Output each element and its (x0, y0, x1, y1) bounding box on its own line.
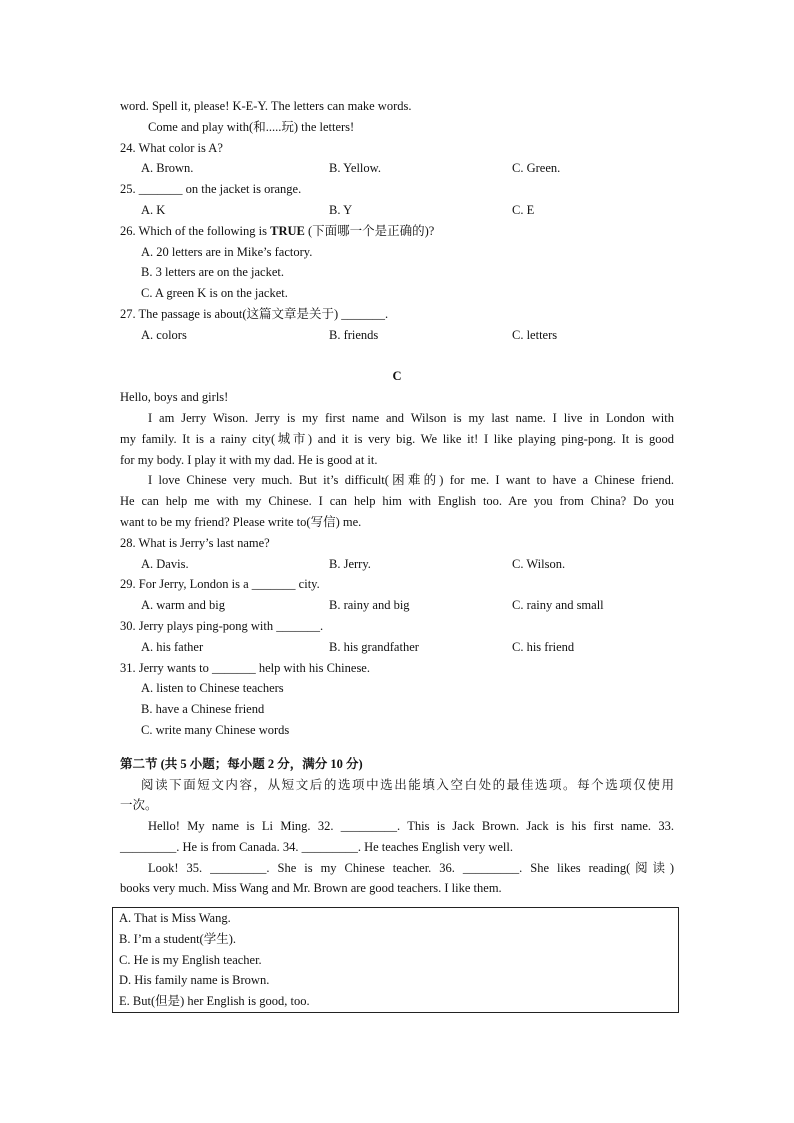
option-a: A. Davis. (141, 556, 189, 571)
spacer (120, 346, 674, 367)
option-a: A. listen to Chinese teachers (141, 681, 284, 696)
paragraph-line: Hello! My name is Li Ming. 32. _________. This is Jack Brown. Jack is his first name. 33. (148, 819, 674, 834)
option-c: C. A green K is on the jacket. (141, 286, 288, 301)
question-28: 28. What is Jerry’s last name? (120, 535, 270, 550)
paragraph-line: I love Chinese very much. But it’s difficult(困难的) for me. I want to have a Chinese friend. (148, 473, 674, 488)
question-29: 29. For Jerry, London is a _______ city. (120, 577, 320, 592)
option-c: C. rainy and small (512, 598, 604, 613)
greeting: Hello, boys and girls! (120, 390, 229, 405)
options-box (112, 907, 679, 1013)
option-b: B. have a Chinese friend (141, 702, 265, 717)
box-option-a: A. That is Miss Wang. (119, 911, 231, 925)
question-31: 31. Jerry wants to _______ help with his Chinese. (120, 660, 370, 675)
paragraph-line: Look! 35. _________. She is my Chinese teacher. 36. _________. She likes reading(阅读) (148, 860, 674, 875)
options-28 (120, 554, 674, 575)
options-25 (120, 200, 674, 221)
section-title: 第二节 (共 5 小题；每小题 2 分，满分 10 分) (120, 756, 363, 771)
option-b: B. Y (329, 202, 353, 217)
options-24 (120, 158, 674, 179)
option-c: C. Green. (512, 161, 561, 176)
options-27 (120, 325, 674, 346)
paragraph-line: for my body. I play it with my dad. He is good at it. (120, 452, 378, 467)
question-30: 30. Jerry plays ping-pong with _______. (120, 618, 324, 633)
option-a: A. warm and big (141, 598, 226, 613)
text-line: word. Spell it, please! K-E-Y. The letters can make words. (120, 99, 412, 113)
options-29 (120, 595, 674, 616)
option-a: A. Brown. (141, 161, 194, 176)
question-emphasis: TRUE (270, 223, 305, 238)
question-text: 26. Which of the following is (120, 223, 271, 238)
instruction-line: 阅读下面短文内容，从短文后的选项中选出能填入空白处的最佳选项。每个选项仅使用 (141, 777, 674, 792)
option-b: B. friends (329, 327, 379, 342)
question-text: (下面哪一个是正确的)? (304, 223, 435, 238)
text-line: Come and play with(和.....玩) the letters! (148, 119, 355, 134)
paragraph-line: books very much. Miss Wang and Mr. Brown are good teachers. I like them. (120, 881, 502, 896)
option-c: C. E (512, 202, 535, 217)
option-a: A. colors (141, 327, 187, 342)
section-heading: C (392, 369, 402, 384)
box-option-c: C. He is my English teacher. (119, 952, 262, 967)
box-option-b: B. I’m a student(学生). (119, 931, 236, 946)
option-b: B. his grandfather (329, 639, 419, 654)
paragraph-line: He can help me with my Chinese. I can help him with English too. Are you from China? Do you (120, 494, 674, 509)
paragraph-line: my family. It is a rainy city(城市) and it is very big. We like it! I like playing ping-pong. It is good (120, 431, 674, 446)
box-option-d: D. His family name is Brown. (119, 973, 270, 988)
question-25: 25. _______ on the jacket is orange. (120, 182, 302, 197)
box-option-e: E. But(但是) her English is good, too. (119, 994, 310, 1009)
option-b: B. rainy and big (329, 598, 410, 613)
question-26 (120, 221, 674, 242)
exam-page (120, 96, 674, 899)
option-c: C. letters (512, 327, 558, 342)
option-c: C. his friend (512, 639, 575, 654)
option-b: B. 3 letters are on the jacket. (141, 265, 284, 280)
option-a: A. K (141, 202, 166, 217)
instruction-line: 一次。 (120, 798, 158, 813)
question-27: 27. The passage is about(这篇文章是关于) _______. (120, 306, 389, 321)
options-30 (120, 637, 674, 658)
option-b: B. Yellow. (329, 161, 381, 176)
question-24: 24. What color is A? (120, 140, 223, 155)
paragraph-line: I am Jerry Wison. Jerry is my first name and Wilson is my last name. I live in London with (148, 410, 674, 425)
option-c: C. write many Chinese words (141, 722, 290, 737)
paragraph-line: want to be my friend? Please write to(写信) me. (120, 514, 362, 529)
option-c: C. Wilson. (512, 556, 566, 571)
option-a: A. 20 letters are in Mike’s factory. (141, 244, 313, 259)
paragraph-line: _________. He is from Canada. 34. _________. He teaches English very well. (120, 839, 513, 854)
option-a: A. his father (141, 639, 204, 654)
option-b: B. Jerry. (329, 556, 371, 571)
